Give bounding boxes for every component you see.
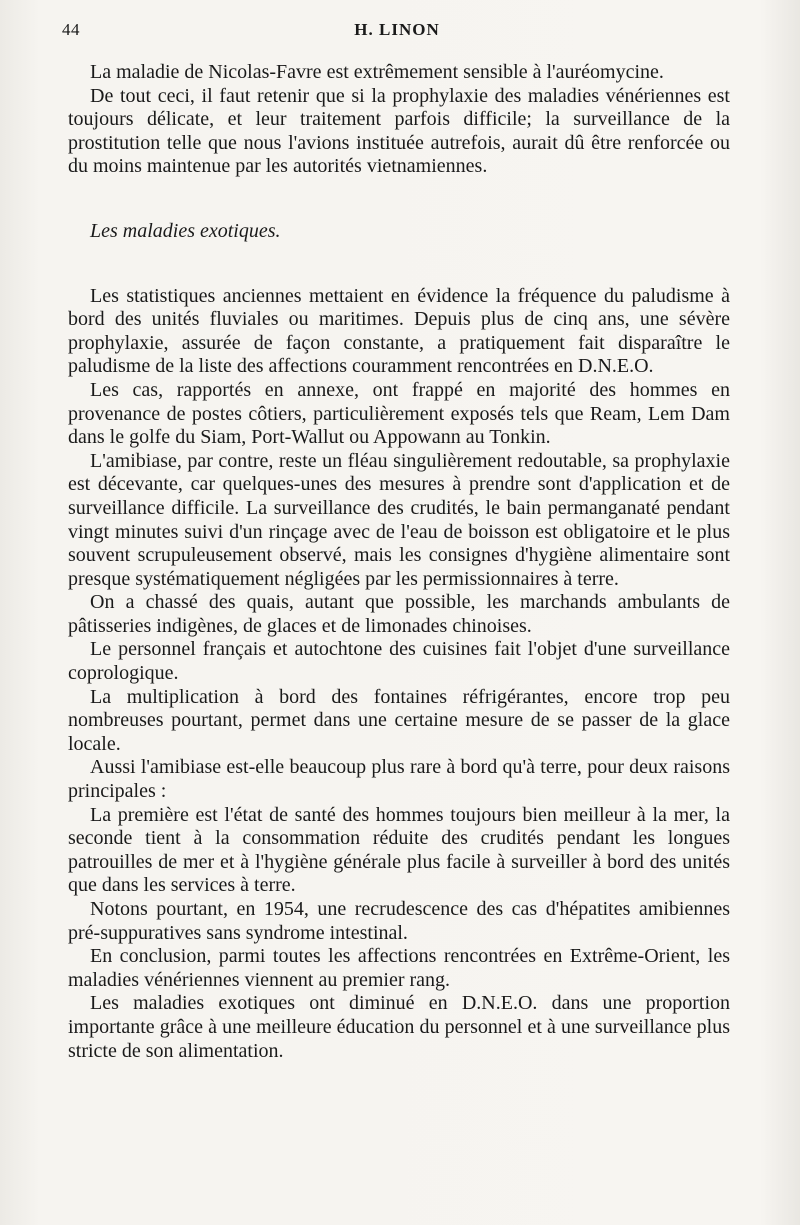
paragraph: La première est l'état de santé des hommes toujours bien meilleur à la mer, la seconde tient à la consommation réduite des crudités pendant les longues patrouilles de mer et à l'hygiène générale plus facile à surveiller à bord des unités que dans les services à terre.	[68, 803, 730, 897]
paragraph: Les cas, rapportés en annexe, ont frappé en majorité des hommes en provenance de postes côtiers, particulièrement exposés tels que Ream, Lem Dam dans le golfe du Siam, Port-Wallut ou Appowann au Tonkin.	[68, 378, 730, 449]
paragraph: De tout ceci, il faut retenir que si la prophylaxie des maladies vénériennes est toujours délicate, et leur traitement parfois difficile; la surveillance de la prostitution telle que nous l'avions instituée autrefois, aurait dû être renforcée ou du moins maintenue par les autorités vietnamiennes.	[68, 84, 730, 178]
running-head: H. LINON	[354, 20, 440, 39]
paragraph: Notons pourtant, en 1954, une recrudescence des cas d'hépatites amibiennes pré-suppuratives sans syndrome intestinal.	[68, 898, 730, 944]
page-number: 44	[62, 20, 80, 39]
paragraph: La maladie de Nicolas-Favre est extrêmement sensible à l'auréomycine.	[90, 61, 664, 83]
paragraph: L'amibiase, par contre, reste un fléau singulièrement redoutable, sa prophylaxie est décevante, car quelques-unes des mesures à prendre sont d'application et de surveillance difficile. La surveillance des crudités, le bain permanganaté pendant vingt minutes suivi d'un rinçage avec de l'eau de boisson est obligatoire et le plus souvent scrupuleusement observé, mais les consignes d'hygiène alimentaire sont presque systématiquement négligées par les permissionnaires à terre.	[68, 449, 730, 590]
section-title: Les maladies exotiques.	[90, 219, 281, 242]
page-body	[68, 61, 730, 1063]
paragraph: Le personnel français et autochtone des cuisines fait l'objet d'une surveillance coprologique.	[68, 638, 730, 685]
paragraph: Les statistiques anciennes mettaient en évidence la fréquence du paludisme à bord des unités fluviales ou maritimes. Depuis plus de cinq ans, une sévère prophylaxie, assurée de façon constante, a pratiquement fait disparaître le paludisme de la liste des affections couramment rencontrées en D.N.E.O.	[68, 284, 730, 378]
paragraph: Les maladies exotiques ont diminué en D.N.E.O. dans une proportion importante grâce à une meilleure éducation du personnel et à une surveillance plus stricte de son alimentation.	[68, 992, 730, 1062]
page-header	[62, 20, 732, 50]
paragraph: Aussi l'amibiase est-elle beaucoup plus rare à bord qu'à terre, pour deux raisons principales :	[68, 756, 730, 803]
paragraph: La multiplication à bord des fontaines réfrigérantes, encore trop peu nombreuses pourtant, permet dans une certaine mesure de se passer de la glace locale.	[68, 685, 730, 755]
paragraph: On a chassé des quais, autant que possible, les marchands ambulants de pâtisseries indigènes, de glaces et de limonades chinoises.	[68, 591, 730, 637]
paragraph: En conclusion, parmi toutes les affections rencontrées en Extrême-Orient, les maladies vénériennes viennent au premier rang.	[68, 945, 730, 991]
